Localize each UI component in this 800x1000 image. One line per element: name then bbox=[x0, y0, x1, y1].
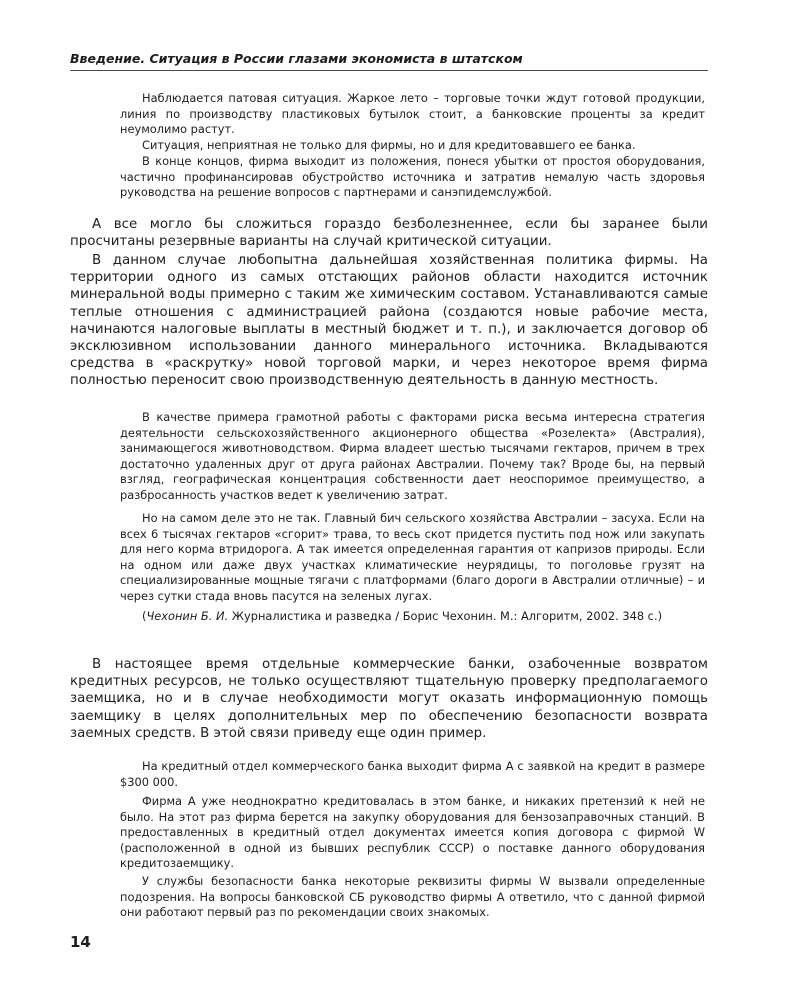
quote2-citation bbox=[120, 609, 705, 625]
quote2-paragraph-2: Но на самом деле это не так. Главный бич сельского хозяйства Австралии – засуха. Если на всех 6 тысячах гектаров «сгорит» трава, то весь скот придется пустить под нож или закупать для него корма втридорога. А так имеется определенная гарантия от капризов природы. Если на одном или даже двух участках климатические неурядицы, то поголовье грузят на специализированные мощные тягачи с платформами (благо дороги в Австралии отличные) – и через сутки стада вновь пасутся на зеленых лугах. bbox=[120, 511, 705, 603]
quote1-paragraph-1: Наблюдается патовая ситуация. Жаркое лето – торговые точки ждут готовой продукции, линия по производству пластиковых бутылок стоит, а банковские проценты за кредит неумолимо растут. bbox=[120, 91, 705, 136]
body2-paragraph-1: В настоящее время отдельные коммерческие банки, озабоченные возвратом кредитных ресурсов, не только осуществляют тщательную проверку предполагаемого заемщика, но и в случае необходимости могут оказать информационную помощь заемщику в целях дополнительных мер по обеспечению безопасности возврата заемных средств. В этой связи приведу еще один пример. bbox=[70, 657, 708, 741]
quote1-paragraph-3: В конце концов, фирма выходит из положения, понеся убытки от простоя оборудования, частично профинансировав обустройство источника и затратив немалую часть здоровья руководства на решение вопросов с партнерами и санэпидемслужбой. bbox=[120, 154, 705, 199]
citation-open-paren: ( bbox=[142, 609, 147, 623]
header-rule bbox=[70, 70, 708, 71]
quote3-paragraph-3: У службы безопасности банка некоторые реквизиты фирмы W вызвали определенные подозрения. На вопросы банковской СБ руководство фирмы А ответило, что с данной фирмой они работают первый раз по рекомендации своих знакомых. bbox=[120, 874, 705, 919]
body1-paragraph-1: А все могло бы сложиться гораздо безболезненнее, если бы заранее были просчитаны резервные варианты на случай критической ситуации. bbox=[70, 217, 708, 250]
running-header: Введение. Ситуация в России глазами экономиста в штатском bbox=[70, 51, 523, 66]
citation-author: Чехонин Б. И. bbox=[146, 609, 229, 623]
quote3-paragraph-1: На кредитный отдел коммерческого банка выходит фирма А с заявкой на кредит в размере $300 000. bbox=[120, 759, 705, 789]
quote3-paragraph-2: Фирма А уже неоднократно кредитовалась в этом банке, и никаких претензий к ней не было. На этот раз фирма берется на закупку оборудования для бензозаправочных станций. В предоставленных в кредитный отдел документах имеется копия договора с фирмой W (расположенной в одной из бывших республик СССР) о поставке данного оборудования кредитозаемщику. bbox=[120, 794, 705, 870]
body1-paragraph-2: В данном случае любопытна дальнейшая хозяйственная политика фирмы. На территории одного из самых отстающих районов области находится источник минеральной воды примерно с таким же химическим составом. Устанавливаются самые теплые отношения с администрацией района (создаются новые рабочие места, начинаются налоговые выплаты в местный бюджет и т. п.), и заключается договор об эксклюзивном использовании данного минерального источника. Вкладываются средства в «раскрутку» новой торговой марки, и через некоторое время фирма полностью переносит свою производственную деятельность в данную местность. bbox=[70, 253, 708, 389]
quote1-paragraph-2: Ситуация, неприятная не только для фирмы, но и для кредитовавшего ее банка. bbox=[142, 138, 636, 152]
citation-source: Журналистика и разведка / Борис Чехонин. М.: Алгоритм, 2002. 348 с.) bbox=[228, 609, 663, 623]
page-number: 14 bbox=[70, 933, 91, 951]
quote2-paragraph-1: В качестве примера грамотной работы с факторами риска весьма интересна стратегия деятельности сельскохозяйственного акционерного общества «Розелекта» (Австралия), занимающегося животноводством. Фирма владеет шестью тысячами гектаров, причем в трех достаточно удаленных друг от друга районах Австралии. Почему так? Вроде бы, на первый взгляд, географическая концентрация собственности дает неоспоримое преимущество, а разбросанность участков ведет к увеличению затрат. bbox=[120, 410, 705, 502]
